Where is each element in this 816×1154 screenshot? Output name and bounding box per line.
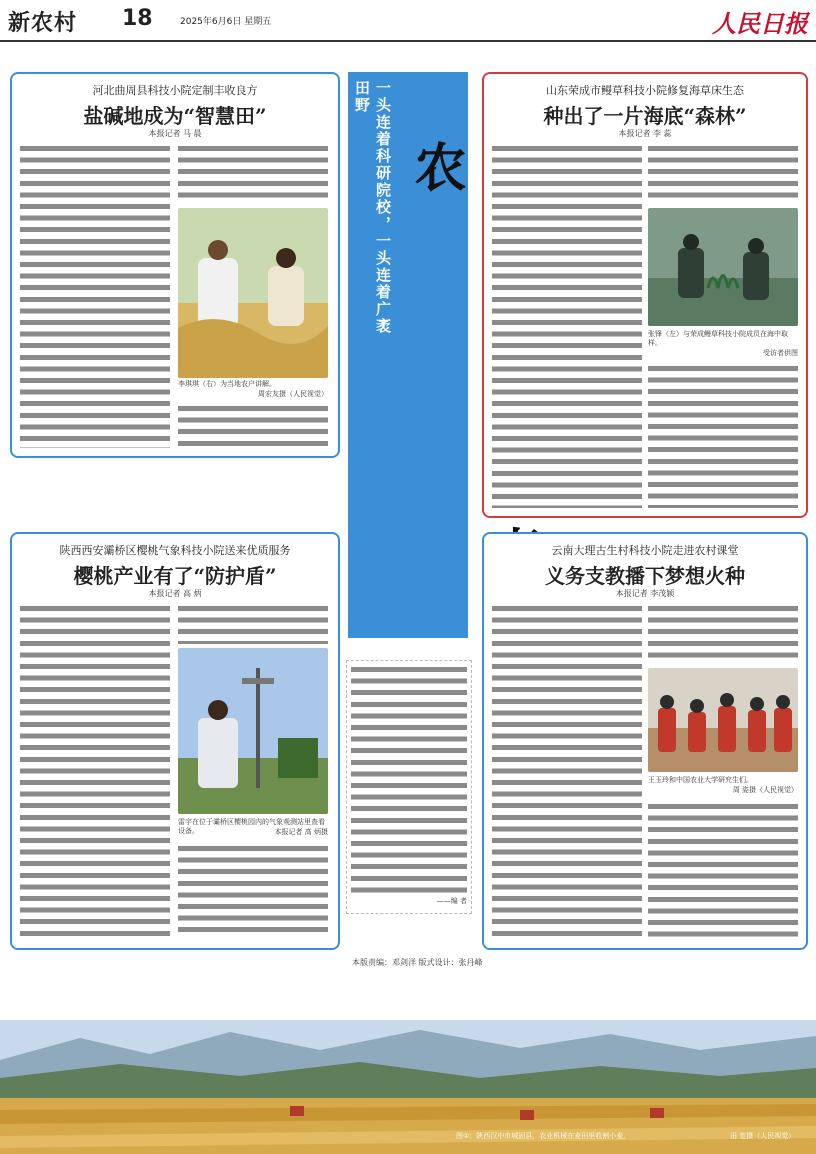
article-byline: 本报记者 马 晨 [148,129,202,138]
issue-date: 2025年6月6日 星期五 [180,17,272,27]
body-column [492,604,642,938]
article-kicker: 河北曲周县科技小院定制丰收良方 [92,84,258,97]
wheat-field-photo [178,208,328,378]
children-group-photo [648,668,798,772]
photo-caption: 雷宇在位于灞桥区樱桃园内的气象观测站里查看设备。 [178,818,325,836]
harvest-panorama-photo [0,1020,816,1154]
body-column [648,364,798,508]
newspaper-logo: 人民日报 [712,9,808,38]
article-byline: 本报记者 李茂颖 [615,589,675,598]
editor-note-signature: ——编 者 [436,897,467,905]
article-title: 种出了一片海底“森林” [543,104,747,128]
article-shaanxi [10,532,340,950]
feature-subtitle: 一头连着科研院校，一头连着广袤田野 [353,80,392,335]
article-kicker: 山东荣成市鳗草科技小院修复海草床生态 [546,84,744,97]
article-byline: 本报记者 李 蕊 [618,129,672,138]
photo-credit: 受访者供图 [763,349,798,357]
header-rule [0,40,816,42]
page-editors: 本版责编：邓剑洋 版式设计：张丹峰 [352,958,483,967]
editor-note-body [351,665,467,893]
article-kicker: 陕西西安灞桥区樱桃气象科技小院送来优质服务 [59,544,291,557]
article-photo [648,208,798,326]
photo-caption: 王玉玲和中国农业大学研究生们。 [648,776,753,784]
article-photo [648,668,798,772]
body-column [178,144,328,204]
body-column [648,802,798,938]
article-yunnan [482,532,808,950]
article-kicker: 云南大理古生村科技小院走进农村课堂 [551,544,739,557]
body-column [20,144,170,448]
body-column [178,404,328,448]
photo-credit: 本报记者 高 炳摄 [274,828,328,836]
seagrass-photo [648,208,798,326]
feature-title: 农 [405,140,466,200]
body-column [178,604,328,644]
body-column [20,604,170,938]
photo-caption: 李琪琪（右）为当地农户讲解。 [178,380,276,388]
weather-station-photo [178,648,328,814]
article-title: 樱桃产业有了“防护盾” [73,564,277,588]
page-number: 18 [122,6,153,31]
article-photo [178,648,328,814]
photo-credit: 周宏友摄（人民视觉） [258,390,328,398]
photo-credit: 周 姿摄（人民视觉） [732,786,798,794]
section-name: 新农村 [8,11,78,36]
body-column [648,144,798,204]
photo-caption: 张锋（左）与荣成鳗草科技小院成员在海中取样。 [648,330,788,348]
body-column [492,144,642,508]
article-photo [178,208,328,378]
footer-caption: 图①：陕西汉中市城固县，农业机械在麦田里收割小麦。 [456,1132,631,1140]
body-column [648,604,798,664]
article-byline: 本报记者 高 炳 [148,589,202,598]
body-column [178,844,328,938]
article-title: 义务支教播下梦想火种 [545,564,745,588]
article-shandong [482,72,808,518]
article-hebei [10,72,340,458]
article-title: 盐碱地成为“智慧田” [83,104,267,128]
footer-credit: 田 宽摄（人民视觉） [730,1132,796,1140]
editor-note [346,660,472,914]
